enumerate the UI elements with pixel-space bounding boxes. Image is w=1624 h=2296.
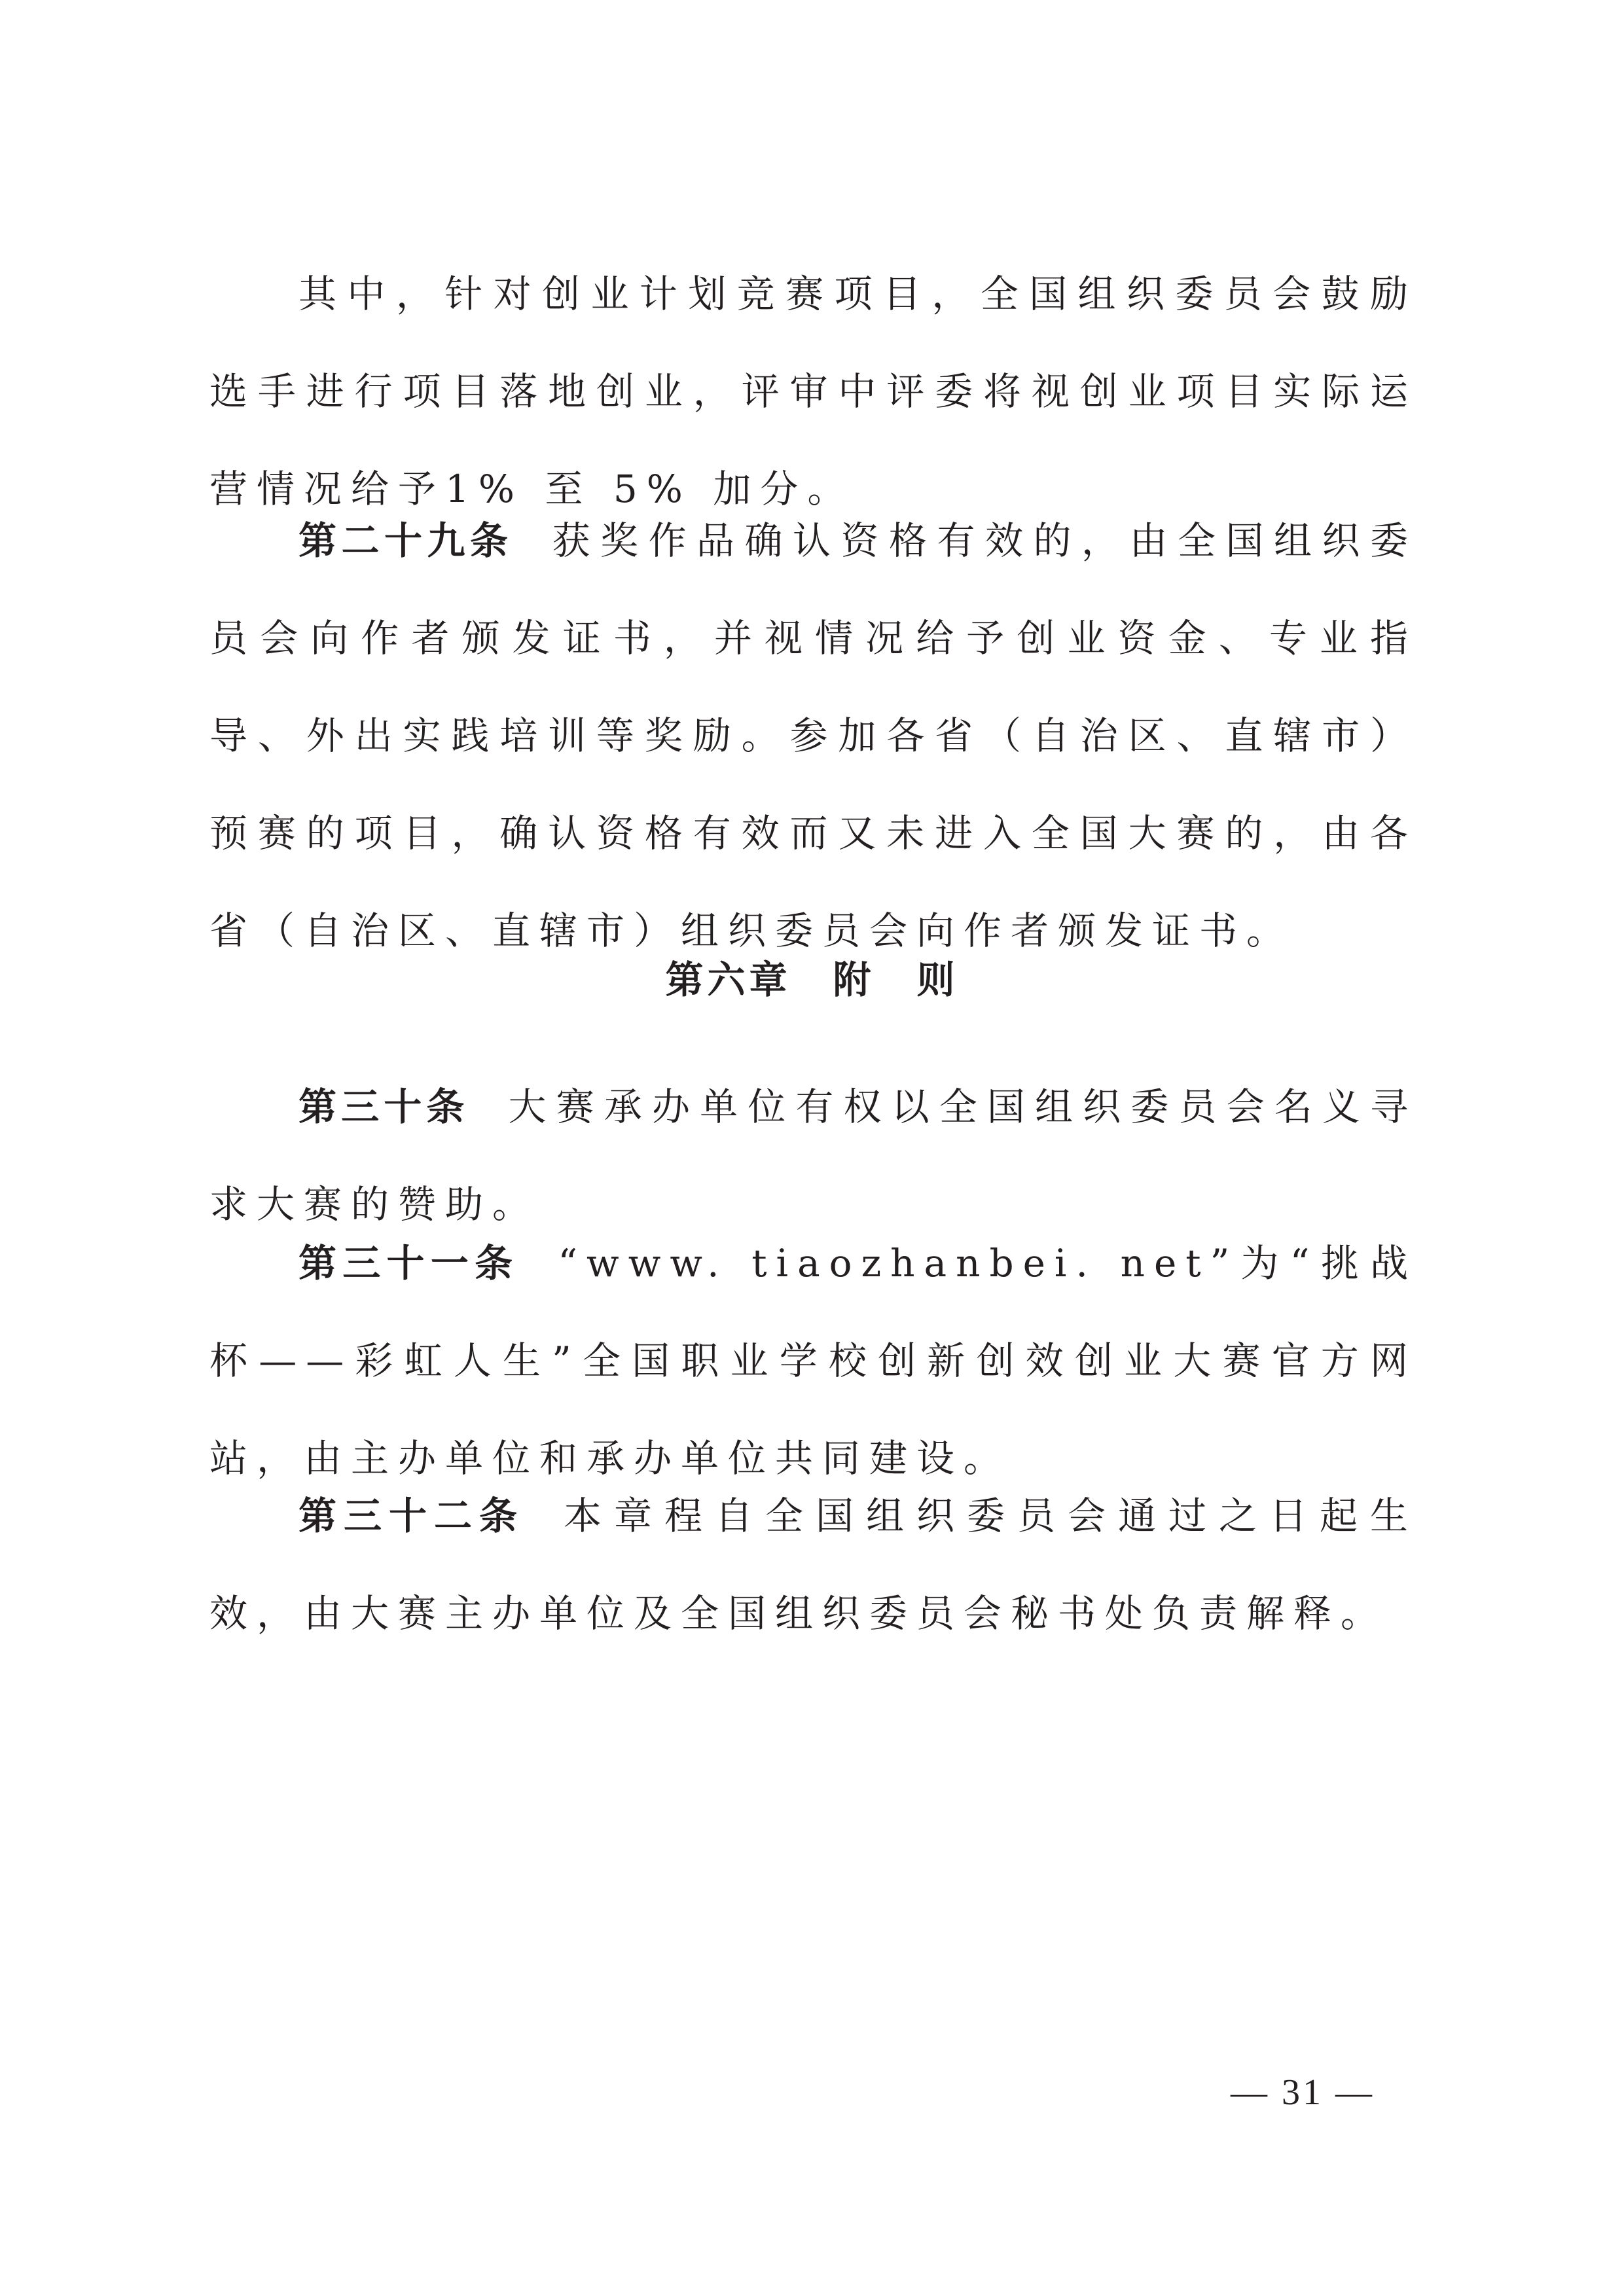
article-heading: 第三十一条 xyxy=(298,1241,519,1285)
article-text: 本章程自全国组织委员会通过之日起生效，由大赛主办单位及全国组织委员会秘书处负责解释。 xyxy=(209,1494,1417,1636)
article-31 xyxy=(209,1215,1417,1507)
chapter-heading: 第六章 附 则 xyxy=(665,958,959,1002)
article-heading: 第三十二条 xyxy=(298,1494,524,1538)
page-number: — 31 — xyxy=(1231,2072,1375,2113)
article-heading: 第三十条 xyxy=(298,1085,469,1129)
article-heading: 第二十九条 xyxy=(298,518,513,563)
article-text: “www. tiaozhanbei. net”为“挑战杯——彩虹人生”全国职业学校创新创效创业大赛官方网站，由主办单位和承办单位共同建设。 xyxy=(209,1241,1417,1480)
paragraph-text: 其中，针对创业计划竞赛项目，全国组织委员会鼓励选手进行项目落地创业，评审中评委将视创业项目实际运营情况给予1% 至 5% 加分。 xyxy=(209,272,1417,511)
article-text: 大赛承办单位有权以全国组织委员会名义寻求大赛的赞助。 xyxy=(209,1085,1417,1227)
article-text: 获奖作品确认资格有效的，由全国组织委员会向作者颁发证书，并视情况给予创业资金、专业指导、外出实践培训等奖励。参加各省（自治区、直辖市）预赛的项目，确认资格有效而又未进入全国大赛的，由各省（自治区、直辖市）组织委员会向作者颁发证书。 xyxy=(209,518,1417,953)
article-32 xyxy=(209,1467,1417,1662)
article-29 xyxy=(209,492,1417,980)
